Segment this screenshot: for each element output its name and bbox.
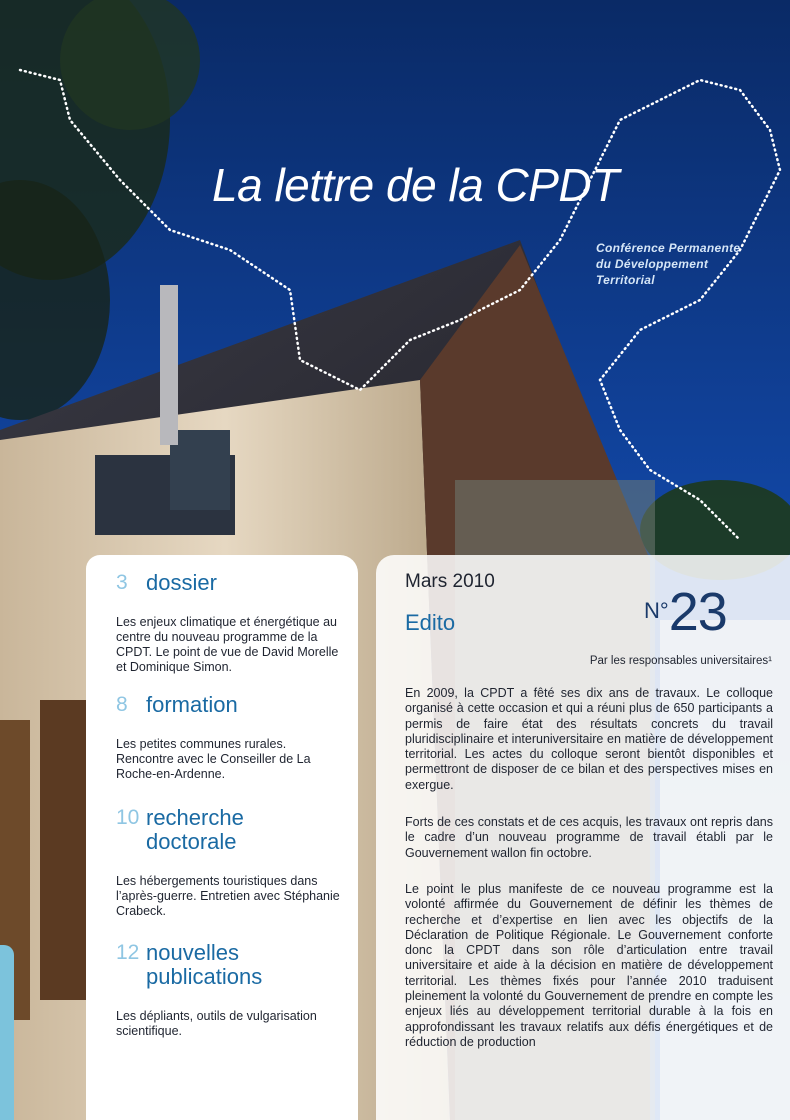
table-of-contents [86, 555, 358, 1120]
issue-date: Mars 2010 [405, 571, 495, 592]
toc-page-number: 12 [116, 941, 140, 964]
masthead [212, 158, 619, 212]
subtitle-line: Territorial [596, 273, 655, 287]
edito-paragraph: En 2009, la CPDT a fêté ses dix ans de travaux. Le colloque organisé à cette occasion et qui a réuni plus de 650 participants a permis de faire état des résultats concrets du travail pluridisciplinaire et interuniversitaire en matière de développement territorial. Les actes du colloque seront bientôt disponibles et permettront de disposer de ce bilan et des perspectives mises en exergue. [405, 686, 773, 792]
toc-page-number: 10 [116, 806, 140, 829]
issue-prefix: N° [644, 598, 669, 623]
toc-page-number: 8 [116, 693, 128, 716]
toc-description: Les petites communes rurales. Rencontre avec le Conseiller de La Roche-en-Ardenne. [116, 737, 311, 781]
masthead-subtitle [596, 240, 740, 288]
toc-heading-line: publications [146, 964, 263, 989]
edito-paragraph: Le point le plus manifeste de ce nouveau programme est la volonté affirmée du Gouvernement de définir les thèmes de recherche et d’expertise en lien avec les objectifs de la Déclaration de Politique Régionale. Le Gouvernement conforte donc la CPDT dans son rôle d’articulation entre travail universitaire et aide à la décision en matière de développement territorial. Les thèmes fixés pour l’année 2010 traduisent pleinement la volonté du Gouvernement de prendre en compte les enjeux liés au développement territorial durable à la fois en approfondissant les travaux relatifs aux défis énergétiques et de réduction de production [405, 882, 773, 1049]
toc-heading [146, 941, 262, 989]
byline: Par les responsables universitaires¹ [589, 655, 772, 667]
toc-heading-line: recherche [146, 805, 244, 830]
divider [86, 679, 358, 685]
masthead-title: La lettre de la CPDT [212, 159, 619, 211]
toc-heading-line: doctorale [146, 829, 237, 854]
toc-description: Les enjeux climatique et énergétique au centre du nouveau programme de la CPDT. Le point de vue de David Morelle et Dominique Simon. [116, 615, 339, 674]
edito-panel [376, 555, 790, 1120]
toc-description: Les hébergements touristiques dans l’après-guerre. Entretien avec Stéphanie Crabeck. [116, 874, 340, 918]
toc-heading: dossier [146, 570, 217, 595]
edito-paragraph: Forts de ces constats et de ces acquis, les travaux ont repris dans le cadre d’un nouveau programme de travail établi par le Gouvernement wallon fin octobre. [405, 815, 773, 860]
edito-heading: Edito [405, 610, 456, 635]
toc-heading [146, 806, 244, 854]
toc-heading-line: nouvelles [146, 940, 239, 965]
issue-number-value: 23 [668, 582, 727, 642]
subtitle-line: du Développement [596, 257, 709, 271]
subtitle-line: Conférence Permanente [596, 241, 741, 255]
toc-description: Les dépliants, outils de vulgarisation scientifique. [116, 1009, 317, 1038]
toc-page-number: 3 [116, 571, 128, 594]
toc-heading: formation [146, 692, 238, 717]
issue-number [644, 581, 727, 643]
accent-bar [0, 945, 14, 1120]
